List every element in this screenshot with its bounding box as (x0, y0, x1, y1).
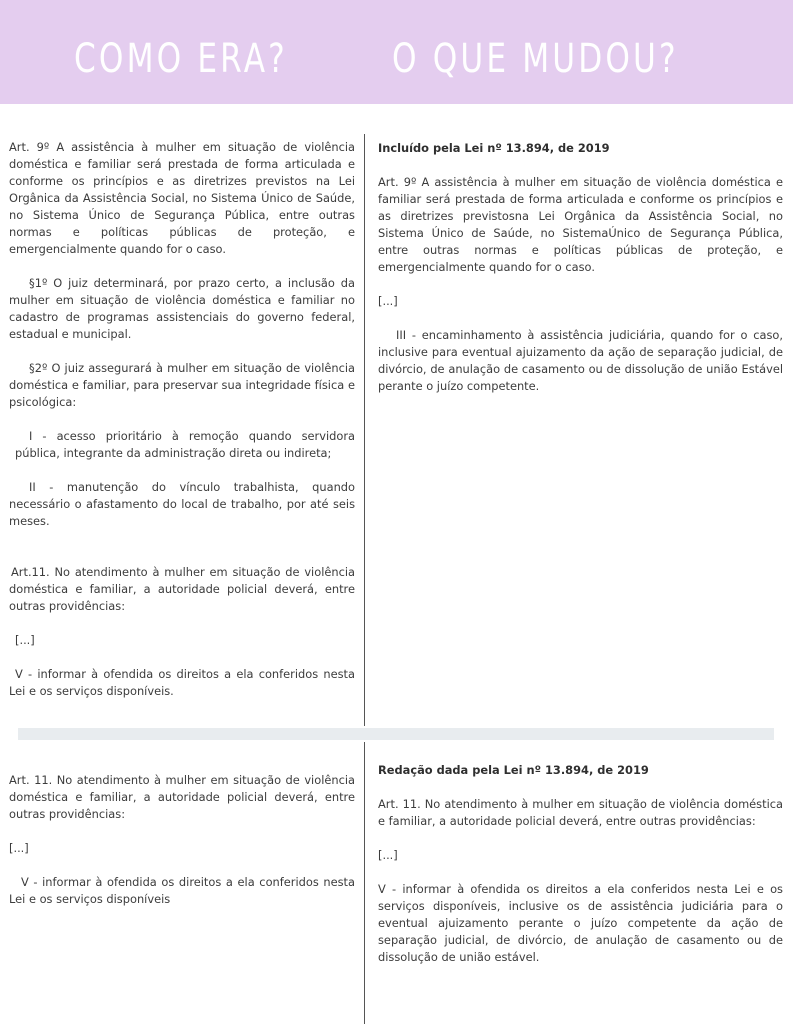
ellipsis-old: [...] (15, 633, 35, 647)
included-heading: Incluído pela Lei nº 13.894, de 2019 (378, 141, 610, 155)
ellipsis-new-bottom: [...] (378, 848, 398, 862)
column-rule-top (364, 134, 365, 726)
art11-old: Art.11. No atendimento à mulher em situação de violência doméstica e familiar, a autoridade policial deverá, entre outras providências: (9, 565, 355, 613)
top-left-column (9, 139, 355, 700)
section-divider (18, 728, 774, 740)
art9-new: Art. 9º A assistência à mulher em situação de violência doméstica e familiar será prestada de forma articulada e conforme os princípios e as diretrizes previstosna Lei Orgânica da Assistência Social, no Sistema Único de Saúde, no SistemaÚnico de Segurança Pública, entre outras normas e políticas públicas de proteção, e emergencialmente quando for o caso. (378, 175, 783, 274)
art11-new: Art. 11. No atendimento à mulher em situação de violência doméstica e familiar, a autoridade policial deverá, entre outras providências: (378, 797, 783, 828)
item-2-old: II - manutenção do vínculo trabalhista, quando necessário o afastamento do local de trabalho, por até seis meses. (9, 480, 355, 528)
column-rule-bottom (364, 742, 365, 1024)
top-right-column (378, 140, 783, 395)
paragraph-2-old: §2º O juiz assegurará à mulher em situação de violência doméstica e familiar, para preservar sua integridade física e psicológica: (9, 361, 355, 409)
header-title-before: COMO ERA? (74, 36, 288, 82)
art11-old-bottom: Art. 11. No atendimento à mulher em situação de violência doméstica e familiar, a autoridade policial deverá, entre outras providências: (9, 773, 355, 821)
bottom-right-column (378, 762, 783, 966)
redaction-heading: Redação dada pela Lei nº 13.894, de 2019 (378, 763, 649, 777)
art9-old: Art. 9º A assistência à mulher em situação de violência doméstica e familiar será prestada de forma articulada e conforme os princípios e as diretrizes previstos na Lei Orgânica da Assistência Social, no Sistema Único de Saúde, no Sistema Único de Segurança Pública, entre outras normas e políticas públicas de proteção, e emergencialmente quando for o caso. (9, 140, 355, 256)
bottom-left-column (9, 772, 355, 908)
header-banner (0, 0, 793, 104)
ellipsis-new: [...] (378, 294, 398, 308)
item-5-old-bottom: V - informar à ofendida os direitos a ela conferidos nesta Lei e os serviços disponíveis (9, 875, 355, 906)
item-1-old: I - acesso prioritário à remoção quando servidora pública, integrante da administração direta ou indireta; (15, 429, 355, 460)
item-5-old: V - informar à ofendida os direitos a ela conferidos nesta Lei e os serviços disponíveis. (9, 667, 355, 698)
header-title-after: O QUE MUDOU? (392, 36, 679, 82)
item-5-new: V - informar à ofendida os direitos a ela conferidos nesta Lei e os serviços disponíveis, inclusive os de assistência judiciária para o eventual ajuizamento perante o juízo competente da ação de separação judicial, de divórcio, de anulação de casamento ou de dissolução de união estável. (378, 882, 783, 964)
item-3-new: III - encaminhamento à assistência judiciária, quando for o caso, inclusive para eventual ajuizamento da ação de separação judicial, de divórcio, de anulação de casamento ou de dissolução de união Estável perante o juízo competente. (378, 328, 783, 393)
paragraph-1-old: §1º O juiz determinará, por prazo certo, a inclusão da mulher em situação de violência doméstica e familiar no cadastro de programas assistenciais do governo federal, estadual e municipal. (9, 276, 355, 341)
ellipsis-old-bottom: [...] (9, 841, 29, 855)
